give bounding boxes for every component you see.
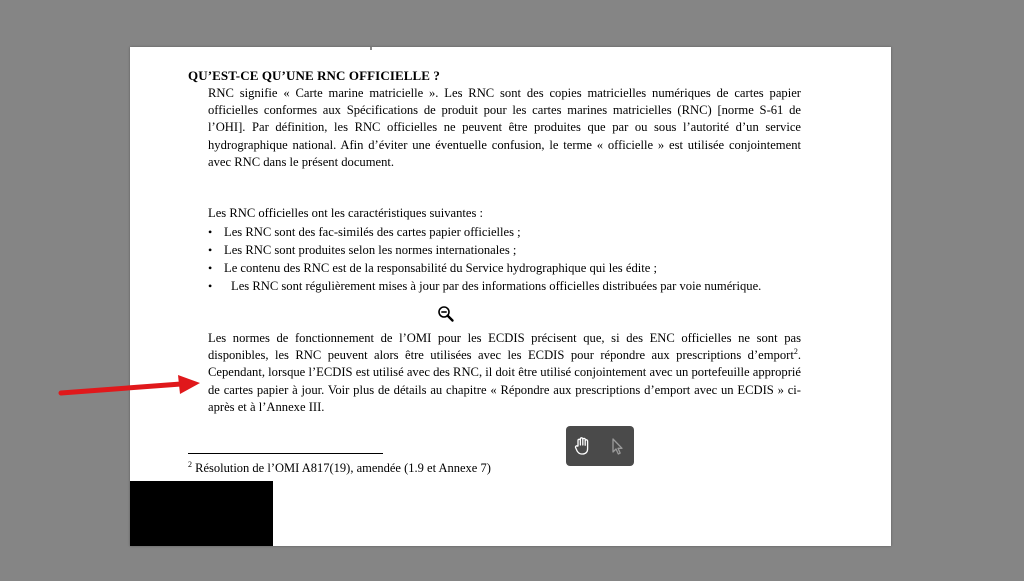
list-item — [208, 223, 801, 241]
list-item-text: Les RNC sont des fac-similés des cartes papier officielles ; — [224, 225, 521, 239]
bullet-icon: • — [208, 261, 213, 275]
list-item-text: Les RNC sont régulièrement mises à jour par des informations officielles distribuées par voie numérique. — [231, 279, 762, 293]
characteristics-list — [208, 223, 801, 295]
paragraph-ecdis-part2: . Cependant, lorsque l’ECDIS est utilisé avec des RNC, il doit être utilisé conjointement avec un portefeuille approprié de cartes papier à jour. Voir plus de détails au chapitre « Répondre aux prescriptions d’emport avec un ECDIS » ci-après et à l’Annexe III. — [208, 348, 801, 414]
list-item — [208, 241, 801, 259]
paragraph-characteristics-intro: Les RNC officielles ont les caractéristiques suivantes : — [208, 206, 484, 220]
paragraph-ecdis — [208, 330, 801, 416]
select-pointer-icon — [607, 436, 627, 456]
section-heading: QU’EST-CE QU’UNE RNC OFFICIELLE ? — [188, 68, 441, 83]
zoom-out-icon — [437, 305, 455, 323]
list-item-text: Les RNC sont produites selon les normes internationales ; — [224, 243, 517, 257]
red-arrow-icon — [56, 372, 206, 402]
list-item — [208, 277, 801, 295]
bullet-icon: • — [208, 279, 213, 293]
paragraph-ecdis-part1: Les normes de fonctionnement de l’OMI pour les ECDIS précisent que, si des ENC officielles ne sont pas disponibles, les RNC peuvent alors être utilisées avec les ECDIS pour répondre aux prescriptions d’emport — [208, 331, 801, 363]
select-tool-button[interactable] — [605, 434, 629, 458]
footnote — [188, 461, 491, 476]
list-item — [208, 259, 801, 277]
page-mark — [370, 47, 372, 50]
paragraph-definition: RNC signifie « Carte marine matricielle ». Les RNC sont des copies matricielles numériques de cartes papier officielles conformes aux Spécifications de produit pour les cartes marines matricielles (RNC) [norme S-61 de l’OHI]. Par définition, les RNC officielles ne peuvent être produites que par ou sous l’autorité d’un service hydrographique national. Afin d’éviter une éventuelle confusion, le terme « officielle » est utilisée conjointement avec RNC dans le présent document. — [208, 86, 801, 169]
footnote-text: Résolution de l’OMI A817(19), amendée (1.9 et Annexe 7) — [192, 461, 491, 475]
bullet-icon: • — [208, 225, 213, 239]
hand-tool-button[interactable] — [571, 434, 595, 458]
redaction-block — [130, 481, 273, 546]
bullet-icon: • — [208, 243, 213, 257]
footnote-divider — [188, 453, 383, 454]
hand-tool-icon — [573, 436, 593, 456]
footnote-reference[interactable]: 2 — [793, 347, 798, 357]
footnote-number: 2 — [188, 459, 192, 469]
list-item-text: Le contenu des RNC est de la responsabilité du Service hydrographique qui les édite ; — [224, 261, 657, 275]
document-page — [130, 47, 891, 546]
tool-palette — [566, 426, 634, 466]
